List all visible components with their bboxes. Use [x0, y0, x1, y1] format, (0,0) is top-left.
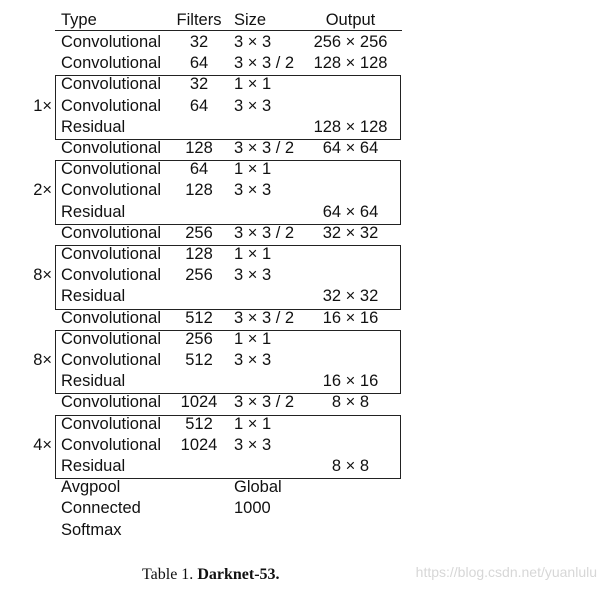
cell-type: Convolutional [61, 245, 161, 263]
cell-type: Convolutional [61, 54, 161, 73]
cell-filters: 128 [185, 245, 213, 263]
cell-output: 16 × 16 [322, 308, 379, 327]
cell-size: 1 × 1 [234, 75, 272, 94]
cell-type: Convolutional [61, 33, 161, 51]
cell-type: Convolutional [61, 435, 161, 454]
cell-type: Residual [61, 117, 126, 136]
residual-block-frame [55, 330, 401, 395]
cell-size: 3 × 3 / 2 [234, 54, 295, 73]
cell-filters: 32 [189, 75, 209, 94]
cell-output: 8 × 8 [331, 457, 370, 475]
cell-size: 1 × 1 [234, 329, 272, 348]
cell-output: 32 × 32 [322, 287, 379, 306]
cell-output: 128 × 128 [313, 117, 388, 136]
cell-type: Convolutional [61, 160, 161, 179]
cell-filters: 128 [185, 181, 213, 200]
cell-filters: 1024 [180, 435, 218, 454]
residual-block-frame [55, 415, 401, 480]
cell-size: 3 × 3 [234, 351, 272, 369]
cell-filters: 64 [189, 96, 209, 115]
residual-block-frame [55, 75, 401, 140]
cell-filters: 64 [189, 54, 209, 73]
cell-filters: 256 [185, 266, 213, 285]
block-multiplier: 4× [33, 435, 52, 454]
block-multiplier: 8× [33, 351, 52, 369]
cell-filters: 1024 [180, 393, 218, 412]
cell-type: Convolutional [61, 266, 161, 285]
cell-output: 16 × 16 [322, 372, 379, 391]
cell-size: 3 × 3 / 2 [234, 308, 295, 327]
cell-type: Convolutional [61, 223, 161, 242]
header-filters: Filters [176, 11, 222, 29]
cell-type: Convolutional [61, 351, 161, 369]
cell-type: Convolutional [61, 414, 161, 433]
cell-type: Convolutional [61, 75, 161, 94]
cell-size: 3 × 3 / 2 [234, 393, 295, 412]
cell-type: Convolutional [61, 139, 161, 157]
cell-type: Connected [61, 499, 141, 518]
cell-filters: 256 [185, 329, 213, 348]
cell-type: Residual [61, 202, 126, 221]
residual-block-frame [55, 160, 401, 225]
cell-size: 3 × 3 / 2 [234, 223, 295, 242]
cell-type: Convolutional [61, 308, 161, 327]
cell-output: 32 × 32 [322, 223, 379, 242]
cell-type: Softmax [61, 520, 122, 539]
cell-filters: 256 [185, 223, 213, 242]
cell-filters: 512 [185, 414, 213, 433]
cell-output: 128 × 128 [313, 54, 388, 73]
header-size: Size [234, 11, 267, 29]
caption-prefix: Table 1. [142, 566, 194, 583]
cell-size: 3 × 3 [234, 266, 272, 285]
table-caption [142, 566, 280, 584]
block-multiplier: 2× [33, 181, 52, 200]
cell-output: 256 × 256 [313, 33, 388, 51]
cell-size: 1000 [234, 499, 271, 518]
cell-size: Global [234, 478, 282, 497]
cell-size: 1 × 1 [234, 414, 272, 433]
cell-type: Residual [61, 287, 126, 306]
cell-output: 64 × 64 [322, 139, 379, 157]
cell-type: Avgpool [61, 478, 121, 497]
block-multiplier: 8× [33, 266, 52, 285]
caption-title: Darknet-53. [197, 566, 280, 583]
cell-type: Residual [61, 372, 126, 391]
cell-size: 3 × 3 [234, 181, 272, 200]
cell-filters: 512 [185, 308, 213, 327]
cell-filters: 32 [189, 33, 209, 51]
header-output: Output [325, 11, 376, 29]
cell-output: 64 × 64 [322, 202, 379, 221]
cell-type: Residual [61, 457, 126, 475]
header-rule [55, 30, 402, 31]
cell-size: 3 × 3 [234, 33, 272, 51]
block-multiplier: 1× [33, 96, 52, 115]
cell-size: 1 × 1 [234, 245, 272, 263]
cell-output: 8 × 8 [331, 393, 370, 412]
cell-type: Convolutional [61, 96, 161, 115]
cell-size: 3 × 3 [234, 435, 272, 454]
header-type: Type [61, 11, 97, 29]
cell-type: Convolutional [61, 329, 161, 348]
watermark: https://blog.csdn.net/yuanlulu [415, 564, 597, 580]
cell-size: 3 × 3 / 2 [234, 139, 295, 157]
cell-filters: 512 [185, 351, 213, 369]
residual-block-frame [55, 245, 401, 310]
cell-filters: 64 [189, 160, 209, 179]
cell-size: 1 × 1 [234, 160, 272, 179]
cell-filters: 128 [185, 139, 213, 157]
cell-size: 3 × 3 [234, 96, 272, 115]
cell-type: Convolutional [61, 393, 161, 412]
cell-type: Convolutional [61, 181, 161, 200]
